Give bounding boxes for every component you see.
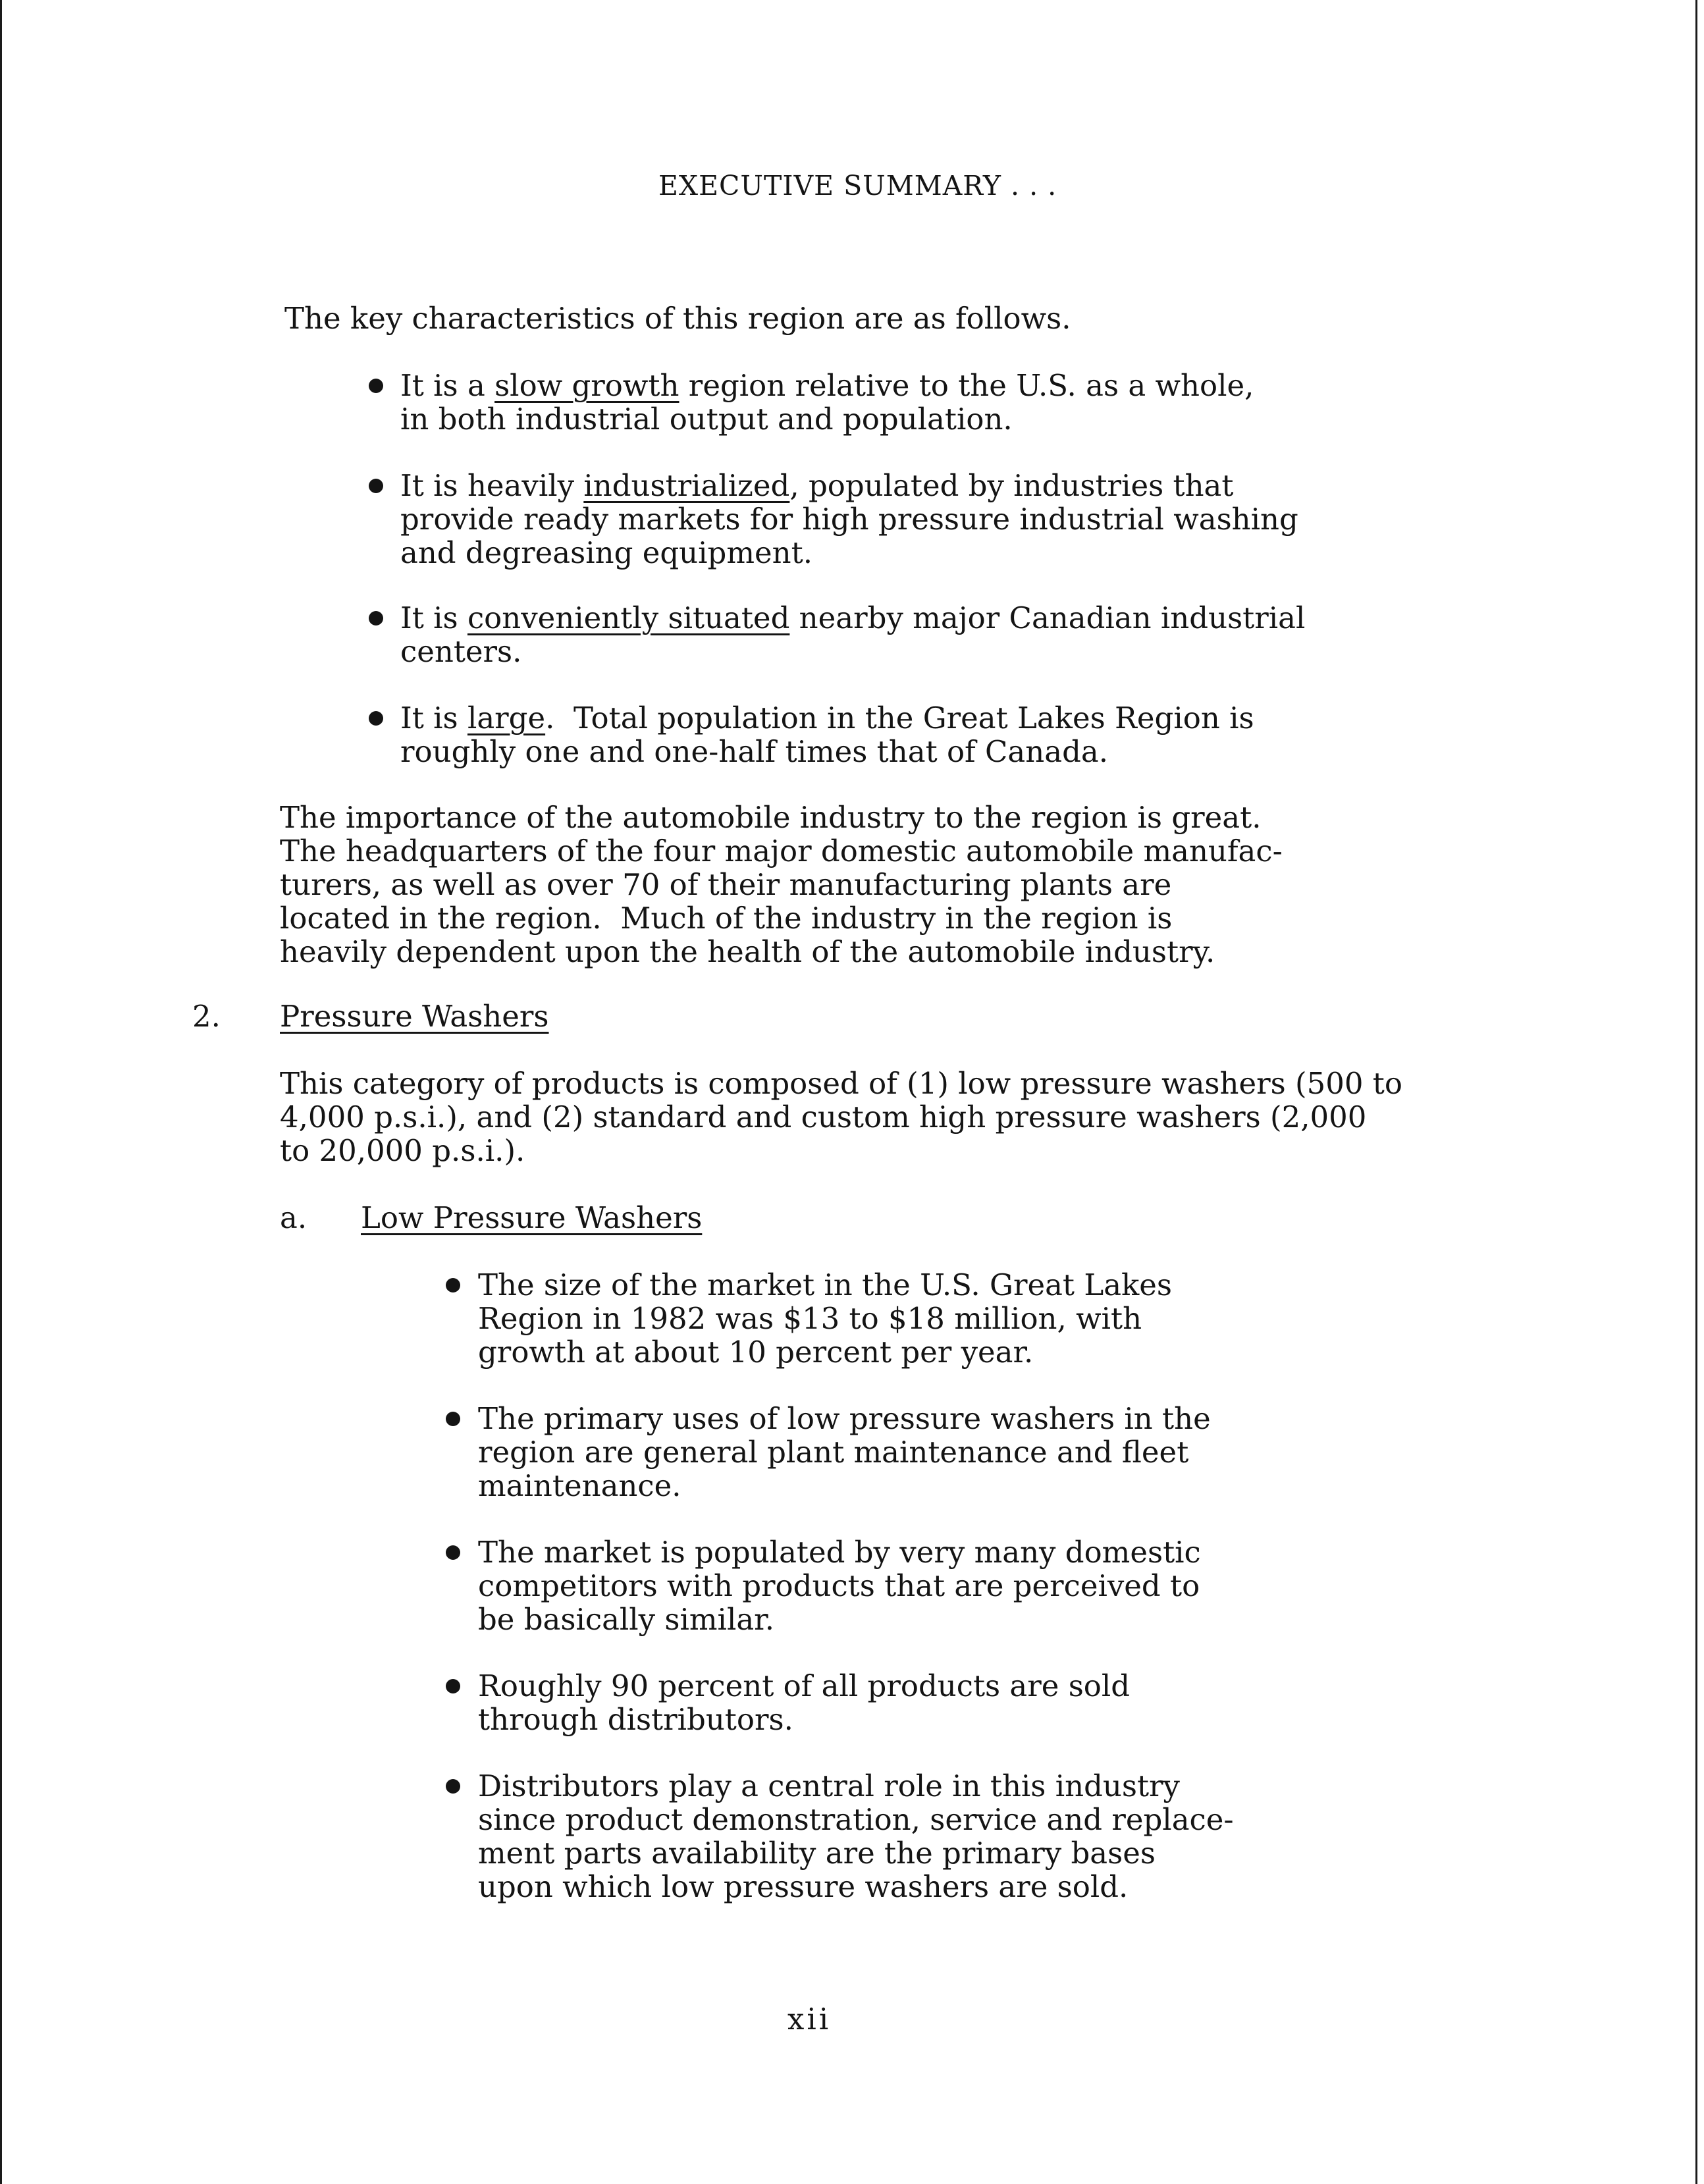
bullet-dot-icon (369, 479, 383, 493)
bullet-text: It is a slow growth region relative to the U.S. as a whole, in both industrial output and population. (400, 368, 1254, 437)
bullet-text: It is conveniently situated nearby major Canadian industrial centers. (400, 600, 1306, 669)
subsection-heading: Low Pressure Washers (361, 1200, 703, 1235)
bullet-text: The primary uses of low pressure washers in the region are general plant maintenance and fleet maintenance. (478, 1401, 1211, 1503)
page-right-edge (1695, 0, 1697, 2184)
bullet-dot-icon (369, 611, 383, 626)
subsection-letter: a. (280, 1200, 307, 1235)
bullet-dot-icon (446, 1545, 460, 1560)
emphasis-text: industrialized (583, 468, 790, 503)
bullet-dot-icon (446, 1679, 460, 1693)
section-heading: Pressure Washers (280, 999, 549, 1034)
bullet-dot-icon (446, 1779, 460, 1794)
bullet-dot-icon (446, 1412, 460, 1426)
emphasis-text: large (467, 701, 546, 735)
bullet-text: Roughly 90 percent of all products are sold through distributors. (478, 1668, 1131, 1737)
bullet-dot-icon (446, 1278, 460, 1292)
emphasis-text: conveniently situated (467, 600, 790, 635)
pressure-washers-paragraph: This category of products is composed of (1) low pressure washers (500 to 4,000 p.s.i.), and (2) standard and custom high pressure washers (2,000 to 20,000 p.s.i.). (280, 1066, 1402, 1168)
page-number: xii (787, 2002, 832, 2037)
page-title: EXECUTIVE SUMMARY . . . (658, 170, 1057, 201)
automobile-paragraph: The importance of the automobile industry to the region is great. The headquarters of the four major domestic automobile manufac- turers, as well as over 70 of their manufacturing plants are located in the region. Much of the industry in the region is heavily dependent upon the health of the automobile industry. (280, 800, 1283, 969)
page-left-edge (0, 0, 2, 2184)
bullet-text: The size of the market in the U.S. Great Lakes Region in 1982 was $13 to $18 million, with growth at about 10 percent per year. (478, 1267, 1173, 1370)
bullet-text: It is heavily industrialized, populated by industries that provide ready markets for high pressure industrial washing and degreasing equipment. (400, 468, 1298, 570)
intro-paragraph (284, 302, 1071, 335)
bullet-text: Distributors play a central role in this industry since product demonstration, service and replace- ment parts availability are the primary bases upon which low pressure washers are sold. (478, 1769, 1234, 1904)
bullet-text: It is large. Total population in the Great Lakes Region is roughly one and one-half times that of Canada. (400, 701, 1254, 769)
bullet-text: The market is populated by very many domestic competitors with products that are perceived to be basically similar. (478, 1535, 1201, 1637)
section-number: 2. (192, 999, 221, 1034)
emphasis-text: slow growth (494, 368, 679, 403)
bullet-dot-icon (369, 379, 383, 393)
bullet-dot-icon (369, 711, 383, 726)
intro-text: The key characteristics of this region are as follows. (284, 301, 1071, 336)
